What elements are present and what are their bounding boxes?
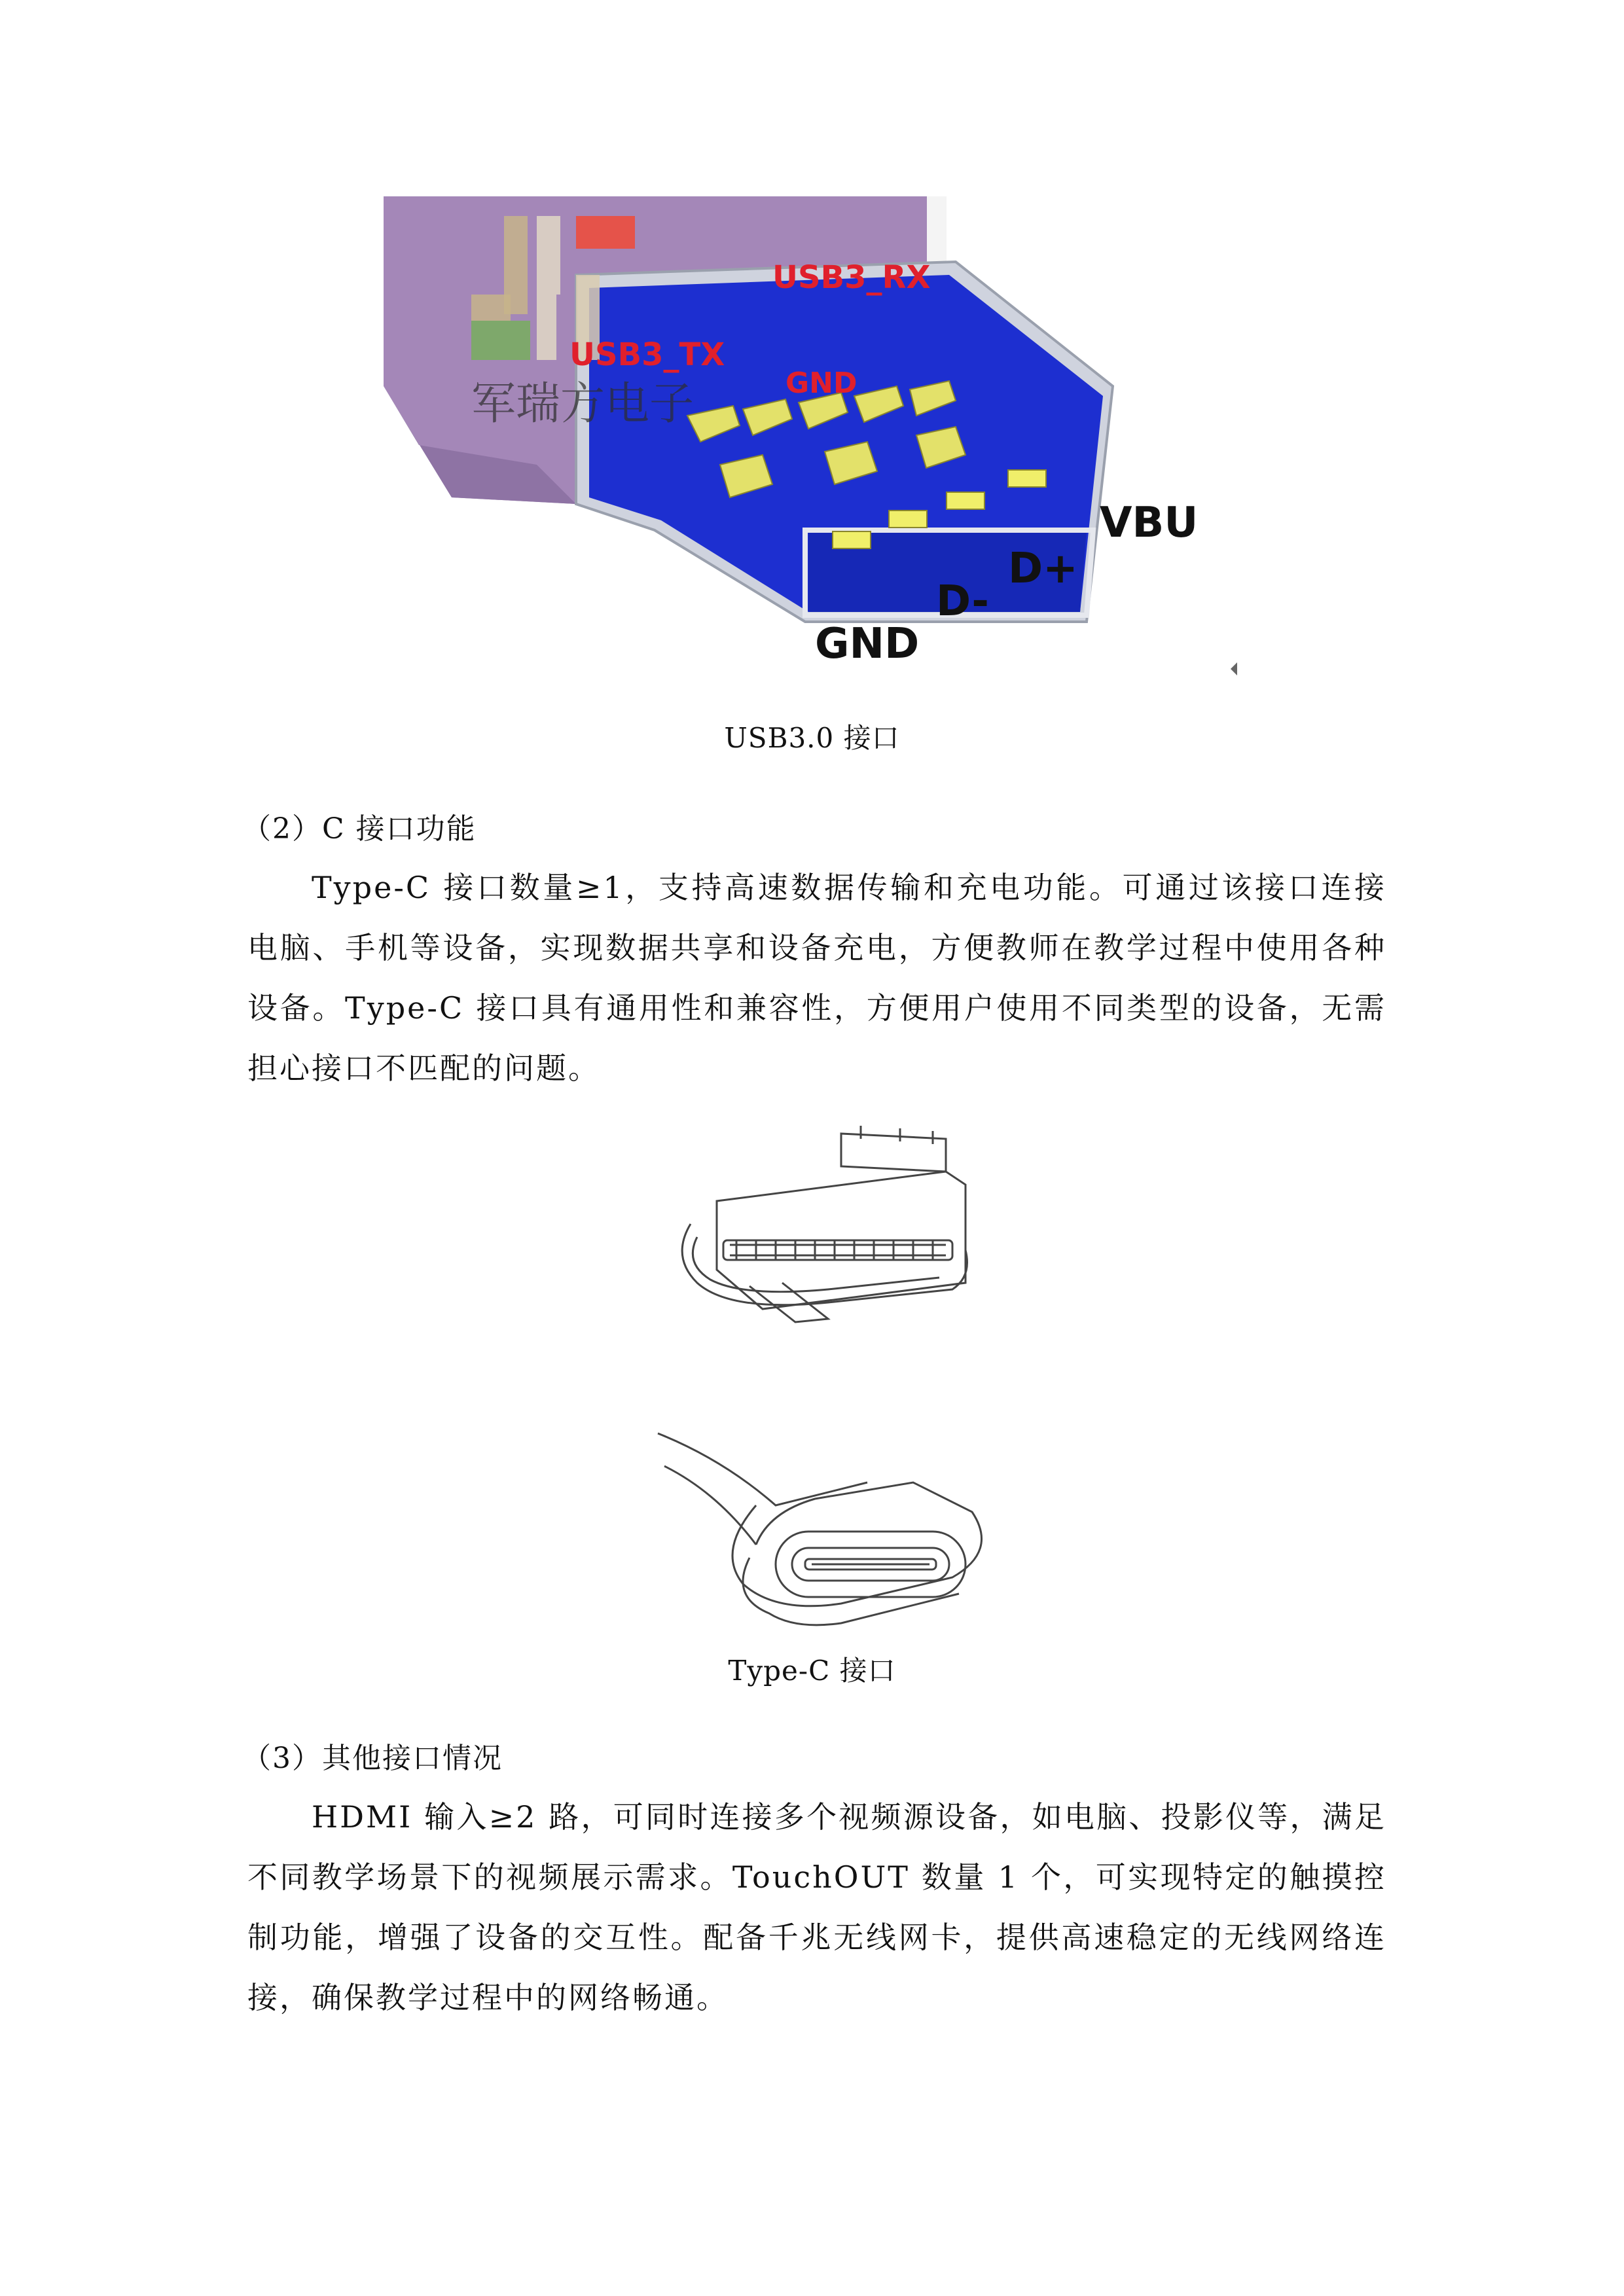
usb3-connector-illustration xyxy=(380,190,1270,700)
typec-connector-figure xyxy=(645,1126,998,1643)
usb3-figure-caption: USB3.0 接口 xyxy=(724,722,900,754)
section-paragraph-other-interfaces: HDMI 输入≥2 路，可同时连接多个视频源设备，如电脑、投影仪等，满足不同教学场景下的视频展示需求。TouchOUT 数量 1 个，可实现特定的触摸控制功能，增强了设备的交互性。配备千兆无线网卡，提供高速稳定的无线网络连接，确保教学过程中的网络畅通。 xyxy=(247,1799,1386,2015)
dminus-label: D- xyxy=(936,577,989,626)
watermark-text: 军瑞方电子 xyxy=(471,378,695,430)
typec-figure-caption: Type-C 接口 xyxy=(728,1655,896,1687)
section-paragraph-c-interface: Type-C 接口数量≥1，支持高速数据传输和充电功能。可通过该接口连接电脑、手机等设备，实现数据共享和设备充电，方便教师在教学过程中使用各种设备。Type-C 接口具有通用性和兼容性，方便用户使用不同类型的设备，无需担心接口不匹配的问题。 xyxy=(247,870,1386,1086)
section-heading-c-interface: （2）C 接口功能 xyxy=(242,812,477,846)
gnd-top-label: GND xyxy=(785,367,857,400)
usb3-connector-figure xyxy=(380,190,1270,700)
section-heading-other-interfaces: （3）其他接口情况 xyxy=(242,1742,503,1775)
dplus-label: D+ xyxy=(1008,545,1078,593)
vbus-label: VBU xyxy=(1100,499,1199,547)
usb3-rx-label: USB3_RX xyxy=(772,259,931,296)
typec-connector-illustration xyxy=(645,1126,998,1643)
gnd-bottom-label: GND xyxy=(815,620,920,668)
usb3-tx-label: USB3_TX xyxy=(569,336,725,373)
